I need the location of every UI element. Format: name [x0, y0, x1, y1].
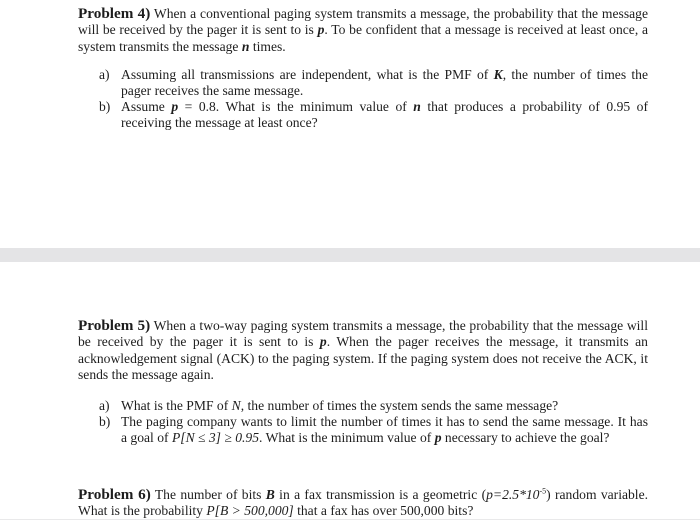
problem-4-part-a: a) Assuming all transmissions are independent, what is the PMF of K, the number of times the pager receives the same message.	[99, 67, 648, 99]
part-a-label: a)	[99, 398, 110, 413]
problem-4-statement: Problem 4) When a conventional paging system transmits a message, the probability that the message will be received by the pager it is sent to is p. To be confident that a message is received at least once, a system transmits the message n times.	[78, 5, 648, 54]
page-divider	[0, 248, 700, 262]
problem-6-statement: Problem 6) The number of bits B in a fax transmission is a geometric $(p=2.5*10^{-5})$ random variable. What is the probability P[B > 500,000] that a fax has over 500,000 bits?	[78, 486, 649, 519]
document-page-1	[0, 0, 700, 248]
part-b-label: b)	[99, 99, 111, 114]
problem-5-part-a: a) What is the PMF of N, the number of times the system sends the same message?	[99, 398, 559, 413]
problem-4-heading: Problem 4)	[78, 5, 151, 22]
problem-5-heading: Problem 5)	[78, 317, 151, 334]
problem-5-statement: Problem 5) When a two-way paging system transmits a message, the probability that the message will be received by the pager it is sent to is p. When the pager receives the message, it transmits an acknowledgement signal (ACK) to the paging system. If the paging system does not receive the ACK, it sends the message again.	[78, 317, 648, 382]
part-a-label: a)	[99, 67, 110, 82]
problem-4-part-b: b) Assume p = 0.8. What is the minimum value of n that produces a probability of 0.95 of receiving the message at least once?	[99, 99, 649, 131]
problem-6-heading: Problem 6)	[78, 486, 151, 503]
problem-5-part-b: b) The paging company wants to limit the number of times it has to send the same message. It has a goal of P[N ≤ 3] ≥ 0.95. What is the minimum value of p necessary to achieve the goal?	[99, 414, 648, 446]
part-b-label: b)	[99, 414, 111, 429]
document-page-2	[0, 262, 700, 519]
